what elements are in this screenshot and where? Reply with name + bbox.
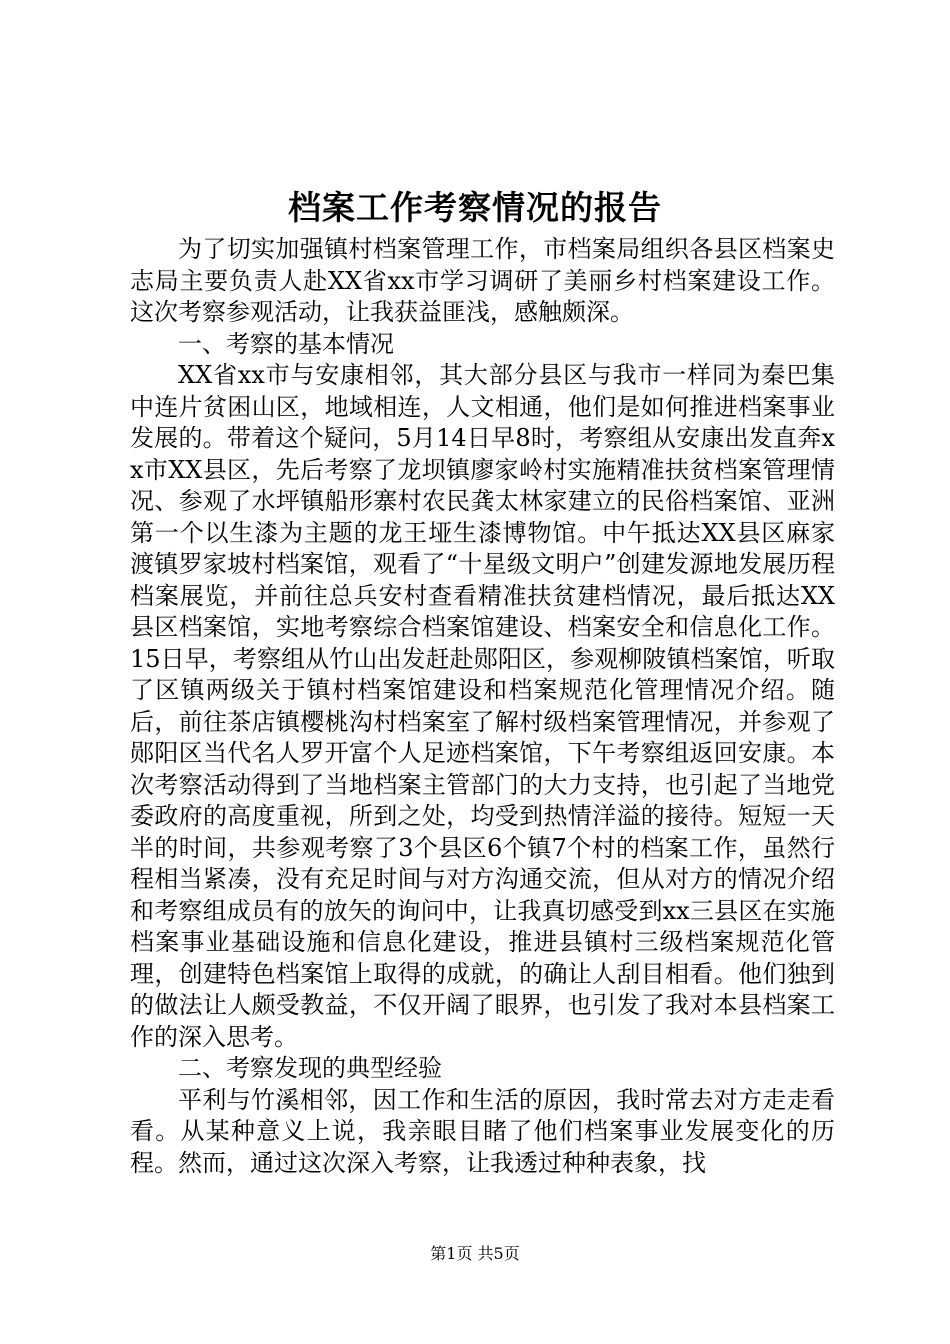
section-heading-1: 一、考察的基本情况	[178, 329, 394, 358]
section-heading-2: 二、考察发现的典型经验	[178, 1054, 442, 1082]
typical-experience-paragraph: 平利与竹溪相邻，因工作和生活的原因，我时常去对方走走看看。从某种意义上说，我亲眼目睹了他们档案事业发展变化的历程。然而，通过这次深入考察，让我透过种种表象，找	[130, 1085, 835, 1177]
page-footer: 第1页 共5页	[430, 1244, 520, 1263]
document-body	[130, 234, 835, 1179]
document-title: 档案工作考察情况的报告	[288, 188, 662, 227]
basic-situation-paragraph: XX省xx市与安康相邻，其大部分县区与我市一样同为秦巴集中连片贫困山区，地域相连，人文相通，他们是如何推进档案事业发展的。带着这个疑问，5月14日早8时，考察组从安康出发直奔xx市XX县区，先后考察了龙坝镇廖家岭村实施精准扶贫档案管理情况、参观了水坪镇船形寨村农民龚太林家建立的民俗档案馆、亚洲第一个以生漆为主题的龙王垭生漆博物馆。中午抵达XX县区麻家渡镇罗家坡村档案馆，观看了“十星级文明户”创建发源地发展历程档案展览，并前往总兵安村查看精准扶贫建档情况，最后抵达XX县区档案馆，实地考察综合档案馆建设、档案安全和信息化工作。15日早，考察组从竹山出发赶赴郧阳区，参观柳陂镇档案馆，听取了区镇两级关于镇村档案馆建设和档案规范化管理情况介绍。随后，前往茶店镇樱桃沟村档案室了解村级档案管理情况，并参观了郧阳区当代名人罗开富个人足迹档案馆，下午考察组返回安康。本次考察活动得到了当地档案主管部门的大力支持，也引起了当地党委政府的高度重视，所到之处，均受到热情洋溢的接待。短短一天半的时间，共参观考察了3个县区6个镇7个村的档案工作，虽然行程相当紧凑，没有充足时间与对方沟通交流，但从对方的情况介绍和考察组成员有的放矢的询问中，让我真切感受到xx三县区在实施档案事业基础设施和信息化建设，推进县镇村三级档案规范化管理，创建特色档案馆上取得的成就，的确让人刮目相看。他们独到的做法让人颇受教益，不仅开阔了眼界，也引发了我对本县档案工作的深入思考。	[130, 361, 835, 1051]
intro-paragraph: 为了切实加强镇村档案管理工作，市档案局组织各县区档案史志局主要负责人赴XX省xx市学习调研了美丽乡村档案建设工作。这次考察参观活动，让我获益匪浅，感触颇深。	[130, 235, 835, 326]
